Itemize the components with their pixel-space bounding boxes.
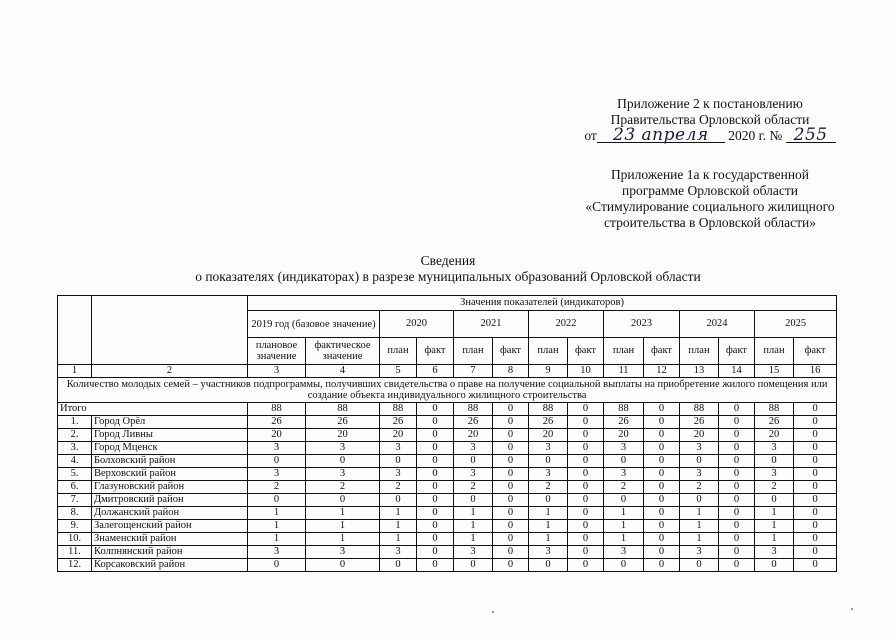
indicator-value: 0 bbox=[794, 546, 837, 559]
indicator-value: 0 bbox=[644, 520, 680, 533]
column-number: 2 bbox=[92, 365, 248, 378]
indicator-value: 0 bbox=[719, 546, 755, 559]
indicator-value: 3 bbox=[529, 546, 568, 559]
indicator-value: 2 bbox=[529, 481, 568, 494]
indicator-value: 0 bbox=[417, 416, 454, 429]
indicator-value: 2 bbox=[306, 481, 380, 494]
total-value: 88 bbox=[306, 403, 380, 416]
indicator-value: 1 bbox=[755, 533, 794, 546]
row-number: 3. bbox=[58, 442, 92, 455]
fact-header: факт bbox=[644, 338, 680, 365]
appendix-2-line1: Приложение 2 к постановлению bbox=[617, 96, 803, 111]
indicator-value: 1 bbox=[604, 520, 644, 533]
indicator-value: 2 bbox=[604, 481, 644, 494]
column-number: 9 bbox=[529, 365, 568, 378]
indicator-value: 0 bbox=[794, 416, 837, 429]
indicator-value: 20 bbox=[248, 429, 306, 442]
indicator-value: 0 bbox=[755, 455, 794, 468]
scan-speck bbox=[492, 611, 494, 613]
indicator-value: 0 bbox=[568, 455, 604, 468]
indicator-value: 1 bbox=[755, 520, 794, 533]
indicator-value: 0 bbox=[644, 533, 680, 546]
column-number: 8 bbox=[493, 365, 529, 378]
indicator-value: 3 bbox=[529, 468, 568, 481]
table-row bbox=[58, 520, 837, 533]
indicator-value: 0 bbox=[568, 468, 604, 481]
header-blank-num bbox=[58, 296, 92, 311]
indicator-value: 0 bbox=[719, 494, 755, 507]
indicator-value: 0 bbox=[644, 559, 680, 572]
fact-header: факт bbox=[493, 338, 529, 365]
indicator-value: 0 bbox=[794, 481, 837, 494]
indicator-value: 3 bbox=[380, 546, 417, 559]
municipality-name: Корсаковский район bbox=[92, 559, 248, 572]
year-text: 2020 г. № bbox=[728, 128, 783, 143]
indicator-value: 0 bbox=[644, 481, 680, 494]
indicator-value: 0 bbox=[568, 533, 604, 546]
indicator-value: 3 bbox=[604, 468, 644, 481]
total-value: 88 bbox=[604, 403, 644, 416]
plan-header: план bbox=[380, 338, 417, 365]
indicator-value: 0 bbox=[529, 559, 568, 572]
indicator-value: 0 bbox=[794, 429, 837, 442]
indicator-value: 0 bbox=[417, 481, 454, 494]
indicator-value: 0 bbox=[380, 559, 417, 572]
indicator-value: 0 bbox=[604, 455, 644, 468]
row-number: 12. bbox=[58, 559, 92, 572]
total-value: 0 bbox=[568, 403, 604, 416]
indicator-value: 0 bbox=[794, 559, 837, 572]
column-number: 12 bbox=[644, 365, 680, 378]
indicator-value: 0 bbox=[794, 455, 837, 468]
indicator-value: 0 bbox=[493, 559, 529, 572]
indicator-value: 0 bbox=[568, 416, 604, 429]
total-value: 88 bbox=[755, 403, 794, 416]
indicator-value: 26 bbox=[380, 416, 417, 429]
header-blank-name bbox=[92, 311, 248, 338]
indicator-value: 26 bbox=[604, 416, 644, 429]
indicator-value: 0 bbox=[306, 559, 380, 572]
indicator-value: 1 bbox=[604, 507, 644, 520]
fact-header: факт bbox=[417, 338, 454, 365]
indicator-value: 0 bbox=[493, 481, 529, 494]
total-value: 0 bbox=[794, 403, 837, 416]
resolution-date-line bbox=[560, 125, 860, 145]
indicator-value: 0 bbox=[794, 533, 837, 546]
indicator-value: 1 bbox=[380, 520, 417, 533]
indicator-value: 0 bbox=[493, 546, 529, 559]
column-number: 15 bbox=[755, 365, 794, 378]
indicator-value: 0 bbox=[568, 442, 604, 455]
plan-header: план bbox=[755, 338, 794, 365]
header-blank-num bbox=[58, 338, 92, 365]
indicator-value: 3 bbox=[604, 442, 644, 455]
row-number: 7. bbox=[58, 494, 92, 507]
header-blank-name bbox=[92, 296, 248, 311]
indicator-value: 0 bbox=[568, 507, 604, 520]
municipality-name: Верховский район bbox=[92, 468, 248, 481]
indicator-value: 20 bbox=[306, 429, 380, 442]
indicator-value: 1 bbox=[248, 533, 306, 546]
indicator-value: 26 bbox=[680, 416, 719, 429]
indicator-value: 3 bbox=[454, 468, 493, 481]
row-number: 2. bbox=[58, 429, 92, 442]
base-fact-header: фактическое значение bbox=[306, 338, 380, 365]
indicator-value: 0 bbox=[454, 494, 493, 507]
indicator-value: 3 bbox=[680, 442, 719, 455]
indicator-value: 0 bbox=[719, 416, 755, 429]
municipality-name: Должанский район bbox=[92, 507, 248, 520]
appendix-1a-header bbox=[560, 167, 860, 231]
row-number: 9. bbox=[58, 520, 92, 533]
indicator-value: 0 bbox=[417, 442, 454, 455]
indicator-value: 0 bbox=[306, 494, 380, 507]
indicator-value: 0 bbox=[794, 494, 837, 507]
indicator-value: 0 bbox=[644, 455, 680, 468]
header-blank-name bbox=[92, 338, 248, 365]
table-row bbox=[58, 494, 837, 507]
indicator-value: 1 bbox=[680, 533, 719, 546]
indicator-value: 0 bbox=[644, 416, 680, 429]
appendix-1a-line3: «Стимулирование социального жилищного bbox=[585, 199, 835, 214]
column-number: 5 bbox=[380, 365, 417, 378]
indicator-value: 20 bbox=[454, 429, 493, 442]
indicator-value: 0 bbox=[417, 507, 454, 520]
indicator-value: 20 bbox=[755, 429, 794, 442]
indicator-value: 0 bbox=[680, 559, 719, 572]
indicator-value: 0 bbox=[380, 455, 417, 468]
indicator-value: 1 bbox=[248, 520, 306, 533]
municipality-name: Город Ливны bbox=[92, 429, 248, 442]
row-number: 10. bbox=[58, 533, 92, 546]
header-blank-num bbox=[58, 311, 92, 338]
indicator-value: 3 bbox=[306, 442, 380, 455]
column-number: 3 bbox=[248, 365, 306, 378]
indicator-value: 0 bbox=[568, 520, 604, 533]
indicator-value: 0 bbox=[794, 507, 837, 520]
indicator-value: 20 bbox=[604, 429, 644, 442]
indicator-value: 3 bbox=[755, 468, 794, 481]
indicator-value: 0 bbox=[719, 455, 755, 468]
document-title bbox=[60, 253, 836, 285]
indicator-value: 2 bbox=[755, 481, 794, 494]
indicator-value: 3 bbox=[529, 442, 568, 455]
section-row bbox=[58, 378, 837, 403]
indicator-value: 0 bbox=[719, 559, 755, 572]
row-number: 8. bbox=[58, 507, 92, 520]
fact-header: факт bbox=[719, 338, 755, 365]
indicator-value: 3 bbox=[380, 442, 417, 455]
column-number: 11 bbox=[604, 365, 644, 378]
appendix-1a-line2: программе Орловской области bbox=[622, 183, 798, 198]
indicator-value: 2 bbox=[680, 481, 719, 494]
column-number: 10 bbox=[568, 365, 604, 378]
appendix-2-line2: Правительства Орловской области bbox=[610, 112, 810, 127]
table-row bbox=[58, 481, 837, 494]
total-value: 0 bbox=[719, 403, 755, 416]
indicator-value: 0 bbox=[719, 442, 755, 455]
indicator-value: 0 bbox=[493, 494, 529, 507]
fact-header: факт bbox=[794, 338, 837, 365]
appendix-1a-line1: Приложение 1а к государственной bbox=[610, 167, 810, 182]
indicator-value: 0 bbox=[644, 429, 680, 442]
base-plan-header: плановое значение bbox=[248, 338, 306, 365]
date-prefix: от bbox=[584, 128, 597, 143]
total-value: 88 bbox=[454, 403, 493, 416]
total-value: 0 bbox=[417, 403, 454, 416]
column-number: 16 bbox=[794, 365, 837, 378]
total-value: 88 bbox=[529, 403, 568, 416]
indicator-value: 3 bbox=[454, 442, 493, 455]
year-header: 2022 bbox=[529, 311, 604, 338]
header-row-group bbox=[58, 296, 837, 311]
indicator-value: 0 bbox=[417, 546, 454, 559]
indicator-value: 1 bbox=[306, 507, 380, 520]
indicator-value: 0 bbox=[719, 507, 755, 520]
indicator-value: 0 bbox=[644, 546, 680, 559]
indicator-value: 3 bbox=[380, 468, 417, 481]
indicator-value: 1 bbox=[755, 507, 794, 520]
table-body bbox=[58, 296, 837, 572]
year-header: 2025 bbox=[755, 311, 837, 338]
header-row-plan-fact bbox=[58, 338, 837, 365]
indicator-value: 1 bbox=[680, 520, 719, 533]
base-year-header: 2019 год (базовое значение) bbox=[248, 311, 380, 338]
indicator-value: 0 bbox=[493, 468, 529, 481]
indicator-value: 0 bbox=[417, 559, 454, 572]
indicator-value: 0 bbox=[493, 442, 529, 455]
row-number: 1. bbox=[58, 416, 92, 429]
indicators-table bbox=[57, 295, 837, 572]
column-numbers-row bbox=[58, 365, 837, 378]
indicator-value: 0 bbox=[680, 494, 719, 507]
indicator-value: 1 bbox=[454, 533, 493, 546]
indicator-value: 0 bbox=[248, 494, 306, 507]
indicator-value: 0 bbox=[644, 468, 680, 481]
indicator-value: 1 bbox=[454, 507, 493, 520]
total-value: 88 bbox=[248, 403, 306, 416]
indicator-value: 0 bbox=[604, 494, 644, 507]
total-value: 0 bbox=[493, 403, 529, 416]
indicator-value: 26 bbox=[529, 416, 568, 429]
plan-header: план bbox=[454, 338, 493, 365]
indicator-value: 1 bbox=[380, 507, 417, 520]
municipality-name: Город Мценск bbox=[92, 442, 248, 455]
plan-header: план bbox=[604, 338, 644, 365]
indicator-value: 2 bbox=[380, 481, 417, 494]
indicator-value: 0 bbox=[568, 559, 604, 572]
indicator-value: 3 bbox=[604, 546, 644, 559]
column-number: 4 bbox=[306, 365, 380, 378]
indicator-value: 0 bbox=[417, 533, 454, 546]
indicator-value: 0 bbox=[568, 429, 604, 442]
indicator-value: 20 bbox=[529, 429, 568, 442]
table-row bbox=[58, 416, 837, 429]
indicator-value: 0 bbox=[454, 559, 493, 572]
indicator-value: 0 bbox=[417, 468, 454, 481]
indicator-value: 0 bbox=[719, 533, 755, 546]
column-number: 14 bbox=[719, 365, 755, 378]
indicator-value: 3 bbox=[248, 546, 306, 559]
column-number: 13 bbox=[680, 365, 719, 378]
row-number: 4. bbox=[58, 455, 92, 468]
total-value: 88 bbox=[680, 403, 719, 416]
row-number: 11. bbox=[58, 546, 92, 559]
indicator-value: 3 bbox=[454, 546, 493, 559]
indicator-value: 1 bbox=[306, 520, 380, 533]
indicator-value: 0 bbox=[755, 494, 794, 507]
indicator-value: 3 bbox=[306, 468, 380, 481]
indicator-value: 2 bbox=[454, 481, 493, 494]
appendix-2-header bbox=[560, 96, 860, 144]
municipality-name: Колпнянский район bbox=[92, 546, 248, 559]
row-number: 5. bbox=[58, 468, 92, 481]
indicator-value: 0 bbox=[604, 559, 644, 572]
indicator-value: 2 bbox=[248, 481, 306, 494]
indicator-value: 1 bbox=[454, 520, 493, 533]
total-value: 0 bbox=[644, 403, 680, 416]
indicator-value: 0 bbox=[417, 494, 454, 507]
indicator-value: 0 bbox=[380, 494, 417, 507]
indicator-value: 0 bbox=[493, 507, 529, 520]
indicator-value: 0 bbox=[493, 429, 529, 442]
title-line1: Сведения bbox=[420, 253, 476, 268]
plan-header: план bbox=[680, 338, 719, 365]
municipality-name: Дмитровский район bbox=[92, 494, 248, 507]
indicator-value: 0 bbox=[568, 481, 604, 494]
year-header: 2021 bbox=[454, 311, 529, 338]
section-title: Количество молодых семей – участников подпрограммы, получивших свидетельства о праве на получение социальной выплаты на приобретение жилого помещения или создание объекта индивидуального жилищного строительства bbox=[58, 378, 837, 403]
year-header: 2023 bbox=[604, 311, 680, 338]
municipality-name: Знаменский район bbox=[92, 533, 248, 546]
indicator-value: 3 bbox=[680, 468, 719, 481]
fact-header: факт bbox=[568, 338, 604, 365]
scan-speck bbox=[851, 608, 853, 610]
indicator-value: 0 bbox=[493, 520, 529, 533]
plan-header: план bbox=[529, 338, 568, 365]
table-row bbox=[58, 429, 837, 442]
indicator-value: 3 bbox=[680, 546, 719, 559]
indicator-value: 0 bbox=[248, 559, 306, 572]
indicator-value: 0 bbox=[454, 455, 493, 468]
indicator-value: 1 bbox=[529, 507, 568, 520]
group-header-cell: Значения показателей (индикаторов) bbox=[248, 296, 837, 311]
appendix-1a-line4: строительства в Орловской области» bbox=[604, 215, 816, 230]
table-row bbox=[58, 507, 837, 520]
indicator-value: 20 bbox=[380, 429, 417, 442]
total-value: 88 bbox=[380, 403, 417, 416]
indicator-value: 0 bbox=[493, 455, 529, 468]
handwritten-number: 255 bbox=[786, 129, 836, 143]
indicator-value: 1 bbox=[306, 533, 380, 546]
row-number: 6. bbox=[58, 481, 92, 494]
column-number: 7 bbox=[454, 365, 493, 378]
indicator-value: 0 bbox=[568, 494, 604, 507]
indicator-value: 0 bbox=[719, 481, 755, 494]
total-label: Итого bbox=[58, 403, 248, 416]
indicator-value: 0 bbox=[417, 520, 454, 533]
indicator-value: 0 bbox=[568, 546, 604, 559]
indicator-value: 3 bbox=[248, 468, 306, 481]
indicator-value: 3 bbox=[306, 546, 380, 559]
indicator-value: 0 bbox=[719, 468, 755, 481]
municipality-name: Залегощенский район bbox=[92, 520, 248, 533]
indicator-value: 0 bbox=[529, 455, 568, 468]
indicator-value: 0 bbox=[417, 429, 454, 442]
title-line2: о показателях (индикаторах) в разрезе муниципальных образований Орловской области bbox=[195, 269, 701, 284]
indicator-value: 0 bbox=[248, 455, 306, 468]
table-row bbox=[58, 559, 837, 572]
indicator-value: 0 bbox=[493, 533, 529, 546]
indicator-value: 0 bbox=[493, 416, 529, 429]
table-row bbox=[58, 533, 837, 546]
indicator-value: 3 bbox=[755, 442, 794, 455]
municipality-name: Город Орёл bbox=[92, 416, 248, 429]
table-row bbox=[58, 442, 837, 455]
indicator-value: 0 bbox=[755, 559, 794, 572]
year-header: 2024 bbox=[680, 311, 755, 338]
indicator-value: 0 bbox=[306, 455, 380, 468]
indicator-value: 0 bbox=[529, 494, 568, 507]
header-row-years bbox=[58, 311, 837, 338]
total-row bbox=[58, 403, 837, 416]
table-row bbox=[58, 468, 837, 481]
municipality-name: Глазуновский район bbox=[92, 481, 248, 494]
indicator-value: 26 bbox=[755, 416, 794, 429]
column-number: 1 bbox=[58, 365, 92, 378]
handwritten-date: 23 апреля bbox=[597, 129, 725, 143]
indicator-value: 1 bbox=[529, 520, 568, 533]
indicator-value: 1 bbox=[604, 533, 644, 546]
indicator-value: 0 bbox=[719, 429, 755, 442]
table-row bbox=[58, 455, 837, 468]
table-row bbox=[58, 546, 837, 559]
indicator-value: 1 bbox=[680, 507, 719, 520]
indicator-value: 0 bbox=[644, 442, 680, 455]
indicator-value: 1 bbox=[529, 533, 568, 546]
indicator-value: 0 bbox=[417, 455, 454, 468]
indicator-value: 26 bbox=[248, 416, 306, 429]
indicator-value: 20 bbox=[680, 429, 719, 442]
indicator-value: 26 bbox=[454, 416, 493, 429]
indicator-value: 0 bbox=[644, 494, 680, 507]
indicator-value: 0 bbox=[794, 520, 837, 533]
indicator-value: 1 bbox=[380, 533, 417, 546]
indicator-value: 0 bbox=[680, 455, 719, 468]
indicator-value: 1 bbox=[248, 507, 306, 520]
indicator-value: 0 bbox=[794, 442, 837, 455]
municipality-name: Болховский район bbox=[92, 455, 248, 468]
indicator-value: 3 bbox=[248, 442, 306, 455]
column-number: 6 bbox=[417, 365, 454, 378]
indicator-value: 0 bbox=[719, 520, 755, 533]
indicator-value: 0 bbox=[794, 468, 837, 481]
indicator-value: 3 bbox=[755, 546, 794, 559]
indicator-value: 26 bbox=[306, 416, 380, 429]
year-header: 2020 bbox=[380, 311, 454, 338]
indicator-value: 0 bbox=[644, 507, 680, 520]
indicators-table-wrapper bbox=[57, 295, 836, 572]
